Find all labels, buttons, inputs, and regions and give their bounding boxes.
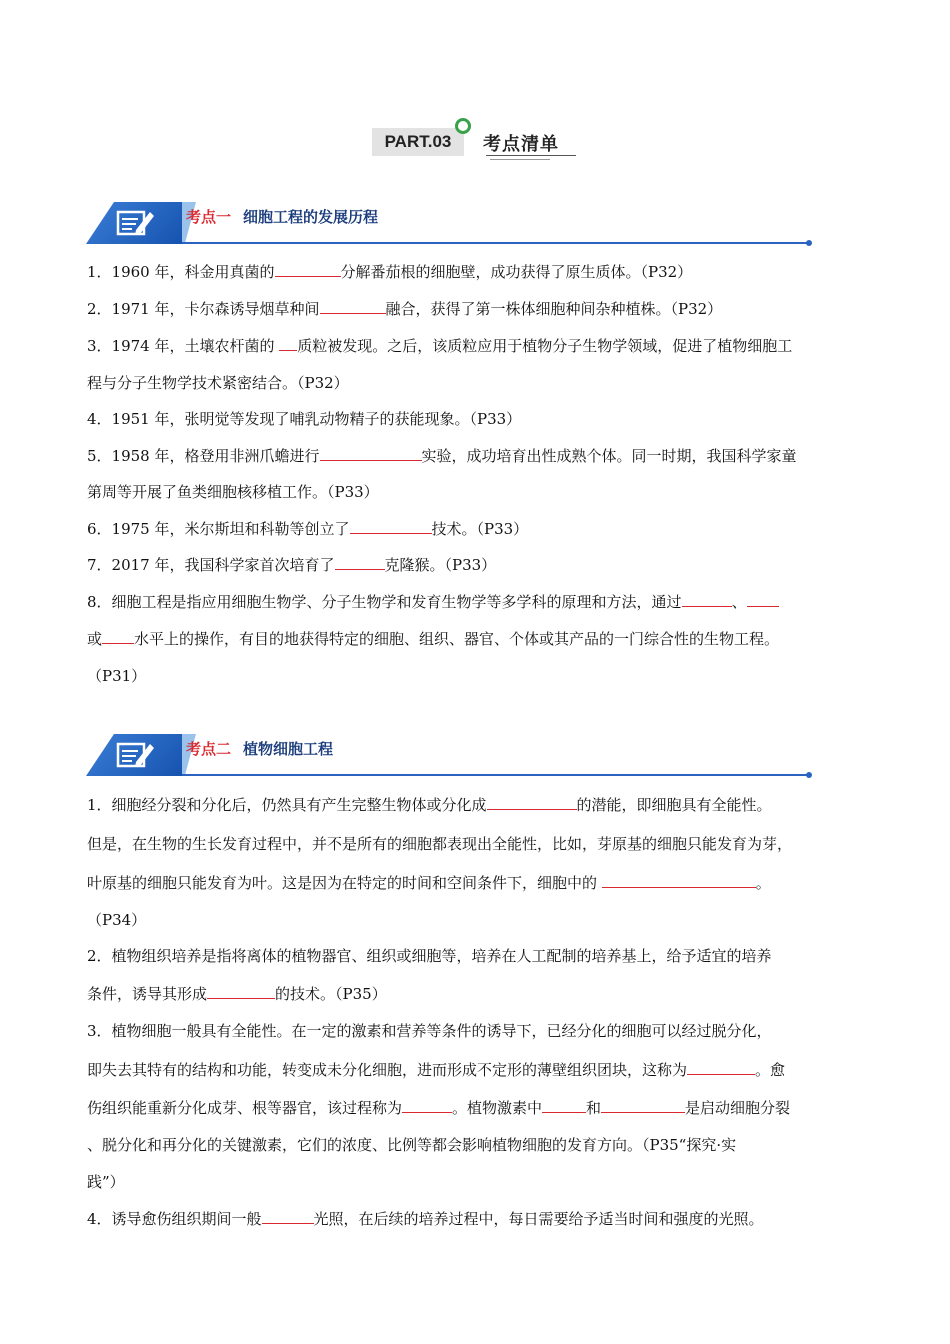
section-number: 考点一 — [186, 208, 232, 226]
item-text: 但是，在生物的生长发育过程中，并不是所有的细胞都表现出全能性，比如，芽原基的细胞只能发育为芽， — [87, 835, 793, 853]
title-underline-short — [490, 159, 550, 160]
item-line — [87, 946, 772, 966]
item-text: 8．细胞工程是指应用细胞生物学、分子生物学和发育生物学等多学科的原理和方法，通过 — [87, 593, 682, 611]
item-text: 的潜能，即细胞具有全能性。 — [576, 796, 772, 814]
item-line — [87, 795, 772, 815]
fill-blank[interactable] — [747, 592, 779, 607]
item-line — [87, 1098, 790, 1118]
section-number: 考点二 — [186, 740, 232, 758]
fill-blank[interactable] — [102, 629, 134, 644]
item-line — [87, 873, 771, 893]
edit-note-icon — [86, 734, 182, 776]
section-title — [186, 738, 333, 759]
part-label: PART.03 — [372, 128, 464, 156]
item-line — [87, 482, 379, 502]
item-line — [87, 666, 146, 686]
item-line — [87, 1209, 764, 1229]
item-text: 6．1975 年，米尔斯坦和科勒等创立了 — [87, 520, 350, 538]
item-line — [87, 373, 349, 393]
item-text: 或 — [87, 630, 103, 648]
ring-icon — [455, 118, 471, 134]
item-line — [87, 629, 779, 649]
item-text: 第周等开展了鱼类细胞核移植工作。（P33） — [87, 483, 379, 501]
section-header-1 — [86, 202, 814, 244]
item-line — [87, 262, 692, 282]
fill-blank[interactable] — [601, 1098, 685, 1113]
fill-blank[interactable] — [487, 795, 577, 810]
edit-note-icon — [86, 202, 182, 244]
item-line — [87, 834, 792, 854]
item-text: （P31） — [87, 667, 147, 685]
item-line — [87, 910, 146, 930]
item-text: 分解番茄根的细胞壁，成功获得了原生质体。（P32） — [340, 263, 693, 281]
title-underline — [486, 155, 576, 156]
item-text: 4．诱导愈伤组织期间一般 — [87, 1210, 262, 1228]
fill-blank[interactable] — [262, 1209, 314, 1224]
item-text: 光照，在后续的培养过程中，每日需要给予适当时间和强度的光照。 — [313, 1210, 764, 1228]
item-text: 2．1971 年，卡尔森诱导烟草种间 — [87, 300, 320, 318]
header-rule-dot — [806, 240, 812, 246]
item-text: 3．1974 年，土壤农杆菌的 — [87, 337, 280, 355]
item-line — [87, 299, 722, 319]
item-text: 。 — [755, 874, 771, 892]
item-text: 5．1958 年，格登用非洲爪蟾进行 — [87, 447, 320, 465]
item-line — [87, 1060, 785, 1080]
item-text: 叶原基的细胞只能发育为叶。这是因为在特定的时间和空间条件下，细胞中的 — [87, 874, 602, 892]
item-text: 4．1951 年，张明觉等发现了哺乳动物精子的获能现象。（P33） — [87, 410, 522, 428]
fill-blank[interactable] — [320, 299, 386, 314]
part-header — [372, 124, 592, 160]
section-header-2 — [86, 734, 814, 776]
fill-blank[interactable] — [602, 873, 756, 888]
item-text: 条件，诱导其形成 — [87, 985, 208, 1003]
header-rule — [182, 242, 808, 244]
item-text: 程与分子生物学技术紧密结合。（P32） — [87, 374, 349, 392]
section-name: 植物细胞工程 — [243, 740, 334, 758]
item-line — [87, 1172, 125, 1192]
item-text: （P34） — [87, 911, 147, 929]
item-text: 是启动细胞分裂 — [685, 1099, 791, 1117]
item-text: 和 — [586, 1099, 602, 1117]
item-text: 、 — [731, 593, 747, 611]
fill-blank[interactable] — [402, 1098, 452, 1113]
item-text: 践”） — [87, 1173, 125, 1191]
item-text: 伤组织能重新分化成芽、根等器官，该过程称为 — [87, 1099, 403, 1117]
item-text: 实验，成功培育出性成熟个体。同一时期，我国科学家童 — [421, 447, 797, 465]
item-text: 。植物激素中 — [452, 1099, 543, 1117]
fill-blank[interactable] — [687, 1060, 755, 1075]
item-text: 1．1960 年，科金用真菌的 — [87, 263, 275, 281]
item-text: 融合，获得了第一株体细胞种间杂种植株。（P32） — [385, 300, 723, 318]
item-line — [87, 984, 387, 1004]
item-text: 质粒被发现。之后，该质粒应用于植物分子生物学领域，促进了植物细胞工 — [297, 337, 793, 355]
item-text: 7．2017 年，我国科学家首次培育了 — [87, 556, 335, 574]
fill-blank[interactable] — [279, 336, 297, 351]
section-name: 细胞工程的发展历程 — [243, 208, 379, 226]
item-text: 即失去其特有的结构和功能，转变成未分化细胞，进而形成不定形的薄壁组织团块，这称为 — [87, 1061, 688, 1079]
item-line — [87, 1021, 772, 1041]
item-text: 克隆猴。（P33） — [384, 556, 497, 574]
item-line — [87, 555, 496, 575]
item-text: 、脱分化和再分化的关键激素，它们的浓度、比例等都会影响植物细胞的发育方向。（P35“探究·实 — [87, 1136, 737, 1154]
item-line — [87, 336, 792, 356]
item-line — [87, 519, 528, 539]
item-text: 2．植物组织培养是指将离体的植物器官、组织或细胞等，培养在人工配制的培养基上，给予适宜的培养 — [87, 947, 772, 965]
section-title — [186, 206, 378, 227]
item-line — [87, 409, 521, 429]
item-text: 技术。（P33） — [431, 520, 529, 538]
fill-blank[interactable] — [207, 984, 275, 999]
fill-blank[interactable] — [335, 555, 385, 570]
item-line — [87, 446, 797, 466]
page-title: 考点清单 — [483, 134, 559, 155]
fill-blank[interactable] — [542, 1098, 586, 1113]
item-text: 水平上的操作，有目的地获得特定的细胞、组织、器官、个体或其产品的一门综合性的生物工程。 — [134, 630, 780, 648]
fill-blank[interactable] — [275, 262, 341, 277]
item-line — [87, 1135, 736, 1155]
item-line — [87, 592, 779, 612]
fill-blank[interactable] — [682, 592, 732, 607]
item-text: 1．细胞经分裂和分化后，仍然具有产生完整生物体或分化成 — [87, 796, 487, 814]
item-text: 。愈 — [755, 1061, 786, 1079]
header-rule-dot — [806, 772, 812, 778]
header-rule — [182, 774, 808, 776]
fill-blank[interactable] — [320, 446, 422, 461]
fill-blank[interactable] — [350, 519, 432, 534]
item-text: 3．植物细胞一般具有全能性。在一定的激素和营养等条件的诱导下，已经分化的细胞可以经过脱分化， — [87, 1022, 772, 1040]
item-text: 的技术。（P35） — [275, 985, 387, 1003]
